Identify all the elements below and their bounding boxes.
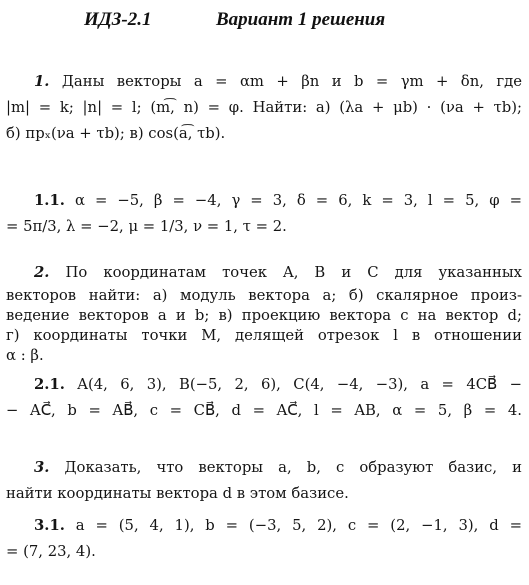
- task-2-line-5: α : β.: [6, 347, 44, 364]
- solution-1-1-line-1: 1.1. α = −5, β = −4, γ = 3, δ = 6, k = 3, l = 5, φ =: [34, 192, 522, 209]
- task-1: [6, 69, 522, 147]
- task-3-number: 3.: [34, 459, 50, 476]
- solution-2-1-line-2: − AC⃗, b = AB⃗, c = CB⃗, d = AC⃗, l = AB, α = 5, β = 4.: [6, 402, 522, 419]
- variant-title: Вариант 1 решения: [216, 9, 386, 30]
- task-3-line-1: 3. Доказать, что векторы a, b, c образуют базис, и: [34, 459, 522, 476]
- task-1-number: 1.: [34, 73, 50, 90]
- solution-2-1-line-1: 2.1. A(4, 6, 3), B(−5, 2, 6), C(4, −4, −3), a = 4CB⃗ −: [34, 376, 522, 393]
- task-2-line-1: 2. По координатам точек A, B и C для указанных: [34, 264, 522, 281]
- solution-1-1-line-2: = 5π/3, λ = −2, μ = 1/3, ν = 1, τ = 2.: [6, 218, 287, 235]
- task-2-line-4: г) координаты точки M, делящей отрезок l в отношении: [6, 327, 522, 344]
- document-code: ИДЗ-2.1: [84, 9, 152, 30]
- solution-3-1-line-1: 3.1. a = (5, 4, 1), b = (−3, 5, 2), c = (2, −1, 3), d =: [34, 517, 522, 534]
- solution-2-1-number: 2.1.: [34, 376, 65, 393]
- solution-3-1-line-2: = (7, 23, 4).: [6, 543, 96, 560]
- task-1-line-2: |m| = k; |n| = l; (m͡, n) = φ. Найти: а) (λa + μb) · (νa + τb);: [6, 99, 522, 116]
- task-3: [6, 455, 522, 507]
- solution-1-1: [6, 188, 522, 240]
- task-2-line-2: векторов найти: а) модуль вектора a; б) скалярное произ-: [6, 287, 522, 304]
- task-2: [6, 260, 522, 366]
- task-1-line-1: 1. Даны векторы a = αm + βn и b = γm + δn, где: [34, 73, 522, 90]
- task-2-line-3: ведение векторов a и b; в) проекцию вектора c на вектор d;: [6, 307, 522, 324]
- task-1-line-3: б) прₓ(νa + τb); в) cos(a͡, τb).: [6, 125, 226, 142]
- task-2-number: 2.: [34, 264, 50, 281]
- solution-3-1: [6, 513, 522, 565]
- solution-1-1-number: 1.1.: [34, 192, 65, 209]
- solution-2-1: [6, 372, 522, 424]
- solution-3-1-number: 3.1.: [34, 517, 65, 534]
- task-3-line-2: найти координаты вектора d в этом базисе.: [6, 485, 349, 502]
